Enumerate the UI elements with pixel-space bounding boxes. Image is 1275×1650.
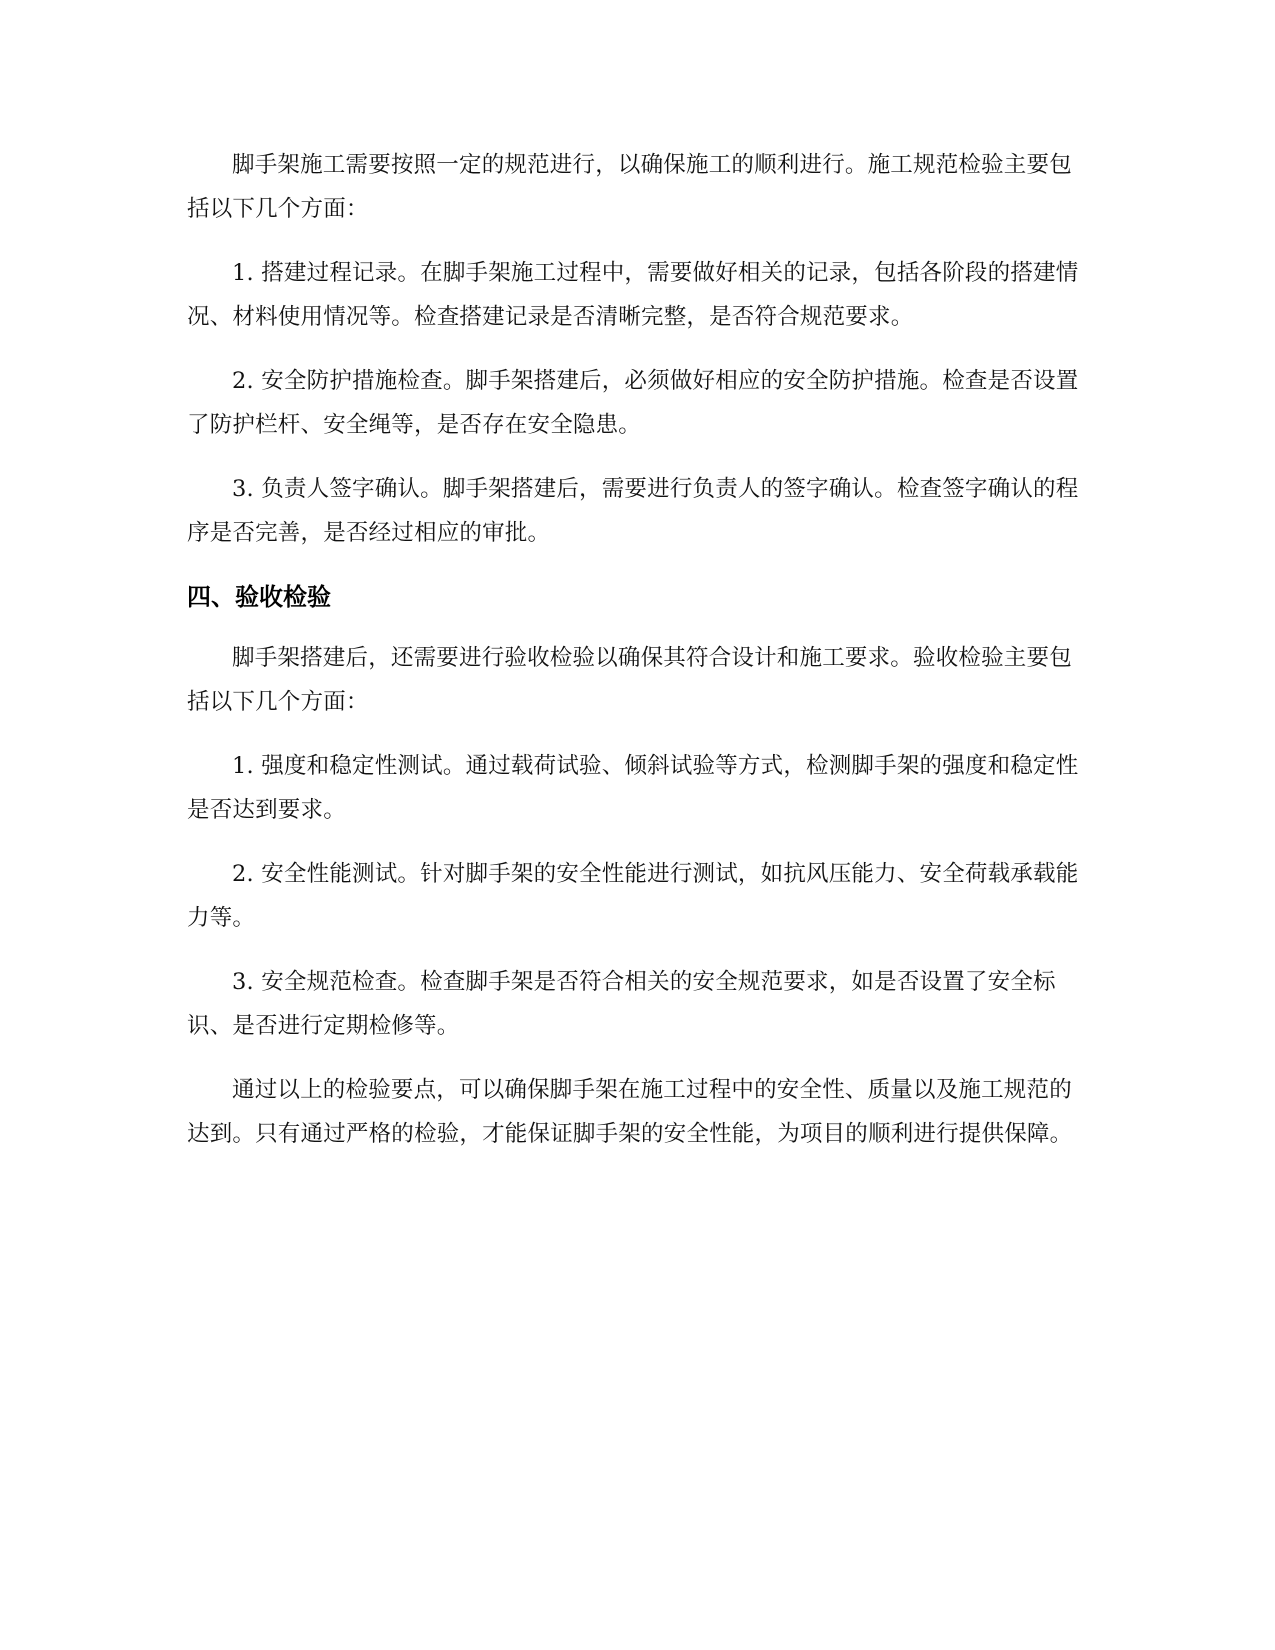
conclusion-paragraph: 通过以上的检验要点，可以确保脚手架在施工过程中的安全性、质量以及施工规范的达到。只有通过严格的检验，才能保证脚手架的安全性能，为项目的顺利进行提供保障。 — [187, 1077, 1073, 1147]
section-4-intro: 脚手架搭建后，还需要进行验收检验以确保其符合设计和施工要求。验收检验主要包括以下几个方面： — [187, 645, 1072, 715]
section-4-item-2: 2. 安全性能测试。针对脚手架的安全性能进行测试，如抗风压能力、安全荷载承载能力等。 — [187, 861, 1079, 931]
section-3-intro: 脚手架施工需要按照一定的规范进行，以确保施工的顺利进行。施工规范检验主要包括以下几个方面： — [187, 152, 1072, 222]
section-3-item-1: 1. 搭建过程记录。在脚手架施工过程中，需要做好相关的记录，包括各阶段的搭建情况、材料使用情况等。检查搭建记录是否清晰完整，是否符合规范要求。 — [187, 260, 1079, 330]
section-3-item-2: 2. 安全防护措施检查。脚手架搭建后，必须做好相应的安全防护措施。检查是否设置了防护栏杆、安全绳等，是否存在安全隐患。 — [187, 368, 1079, 438]
section-4-item-3: 3. 安全规范检查。检查脚手架是否符合相关的安全规范要求，如是否设置了安全标识、是否进行定期检修等。 — [187, 969, 1056, 1039]
section-4-item-1: 1. 强度和稳定性测试。通过载荷试验、倾斜试验等方式，检测脚手架的强度和稳定性是否达到要求。 — [187, 753, 1079, 823]
section-4-heading: 四、验收检验 — [187, 583, 331, 611]
section-3-item-3: 3. 负责人签字确认。脚手架搭建后，需要进行负责人的签字确认。检查签字确认的程序是否完善，是否经过相应的审批。 — [187, 476, 1079, 546]
document-body — [187, 143, 1087, 1176]
